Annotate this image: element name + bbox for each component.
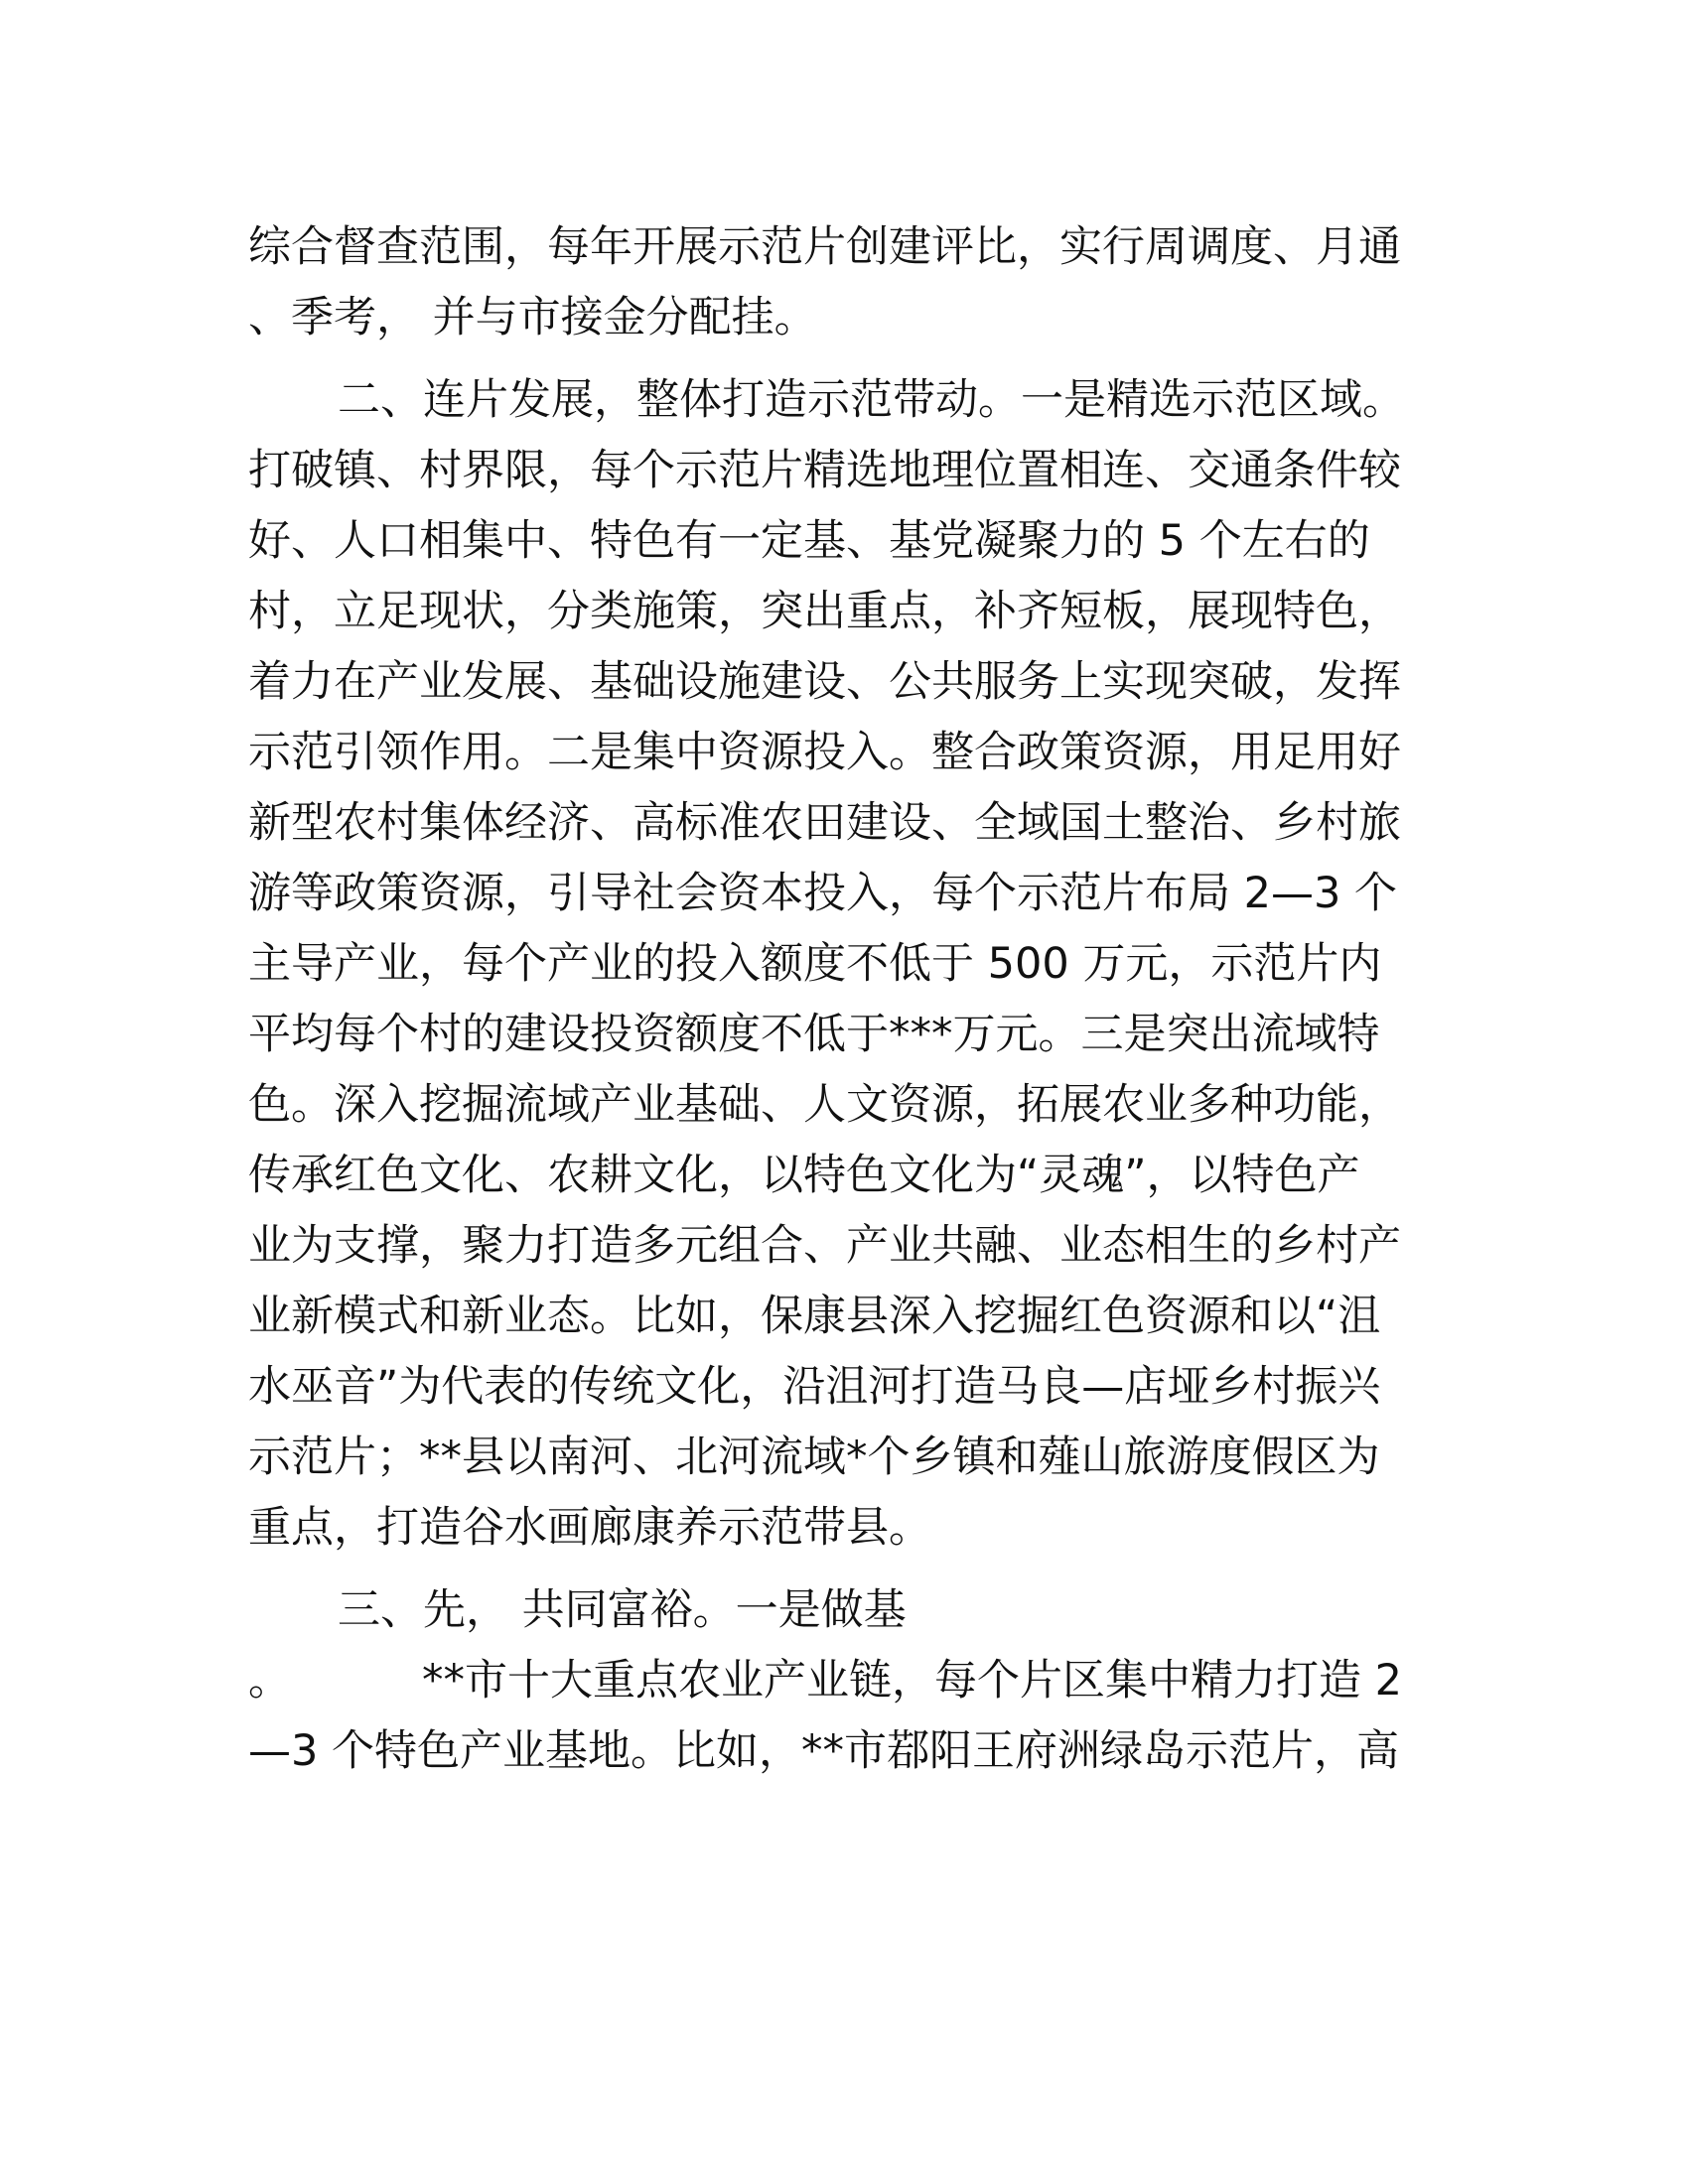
text-line: 打破镇、村界限，每个示范片精选地理位置相连、交通条件较: [248, 446, 1401, 495]
text-line: 着力在产业发展、基础设施建设、公共服务上实现突破，发挥: [248, 657, 1401, 707]
text-line: 传承红色文化、农耕文化，以特色文化为“灵魂”，以特色产: [248, 1151, 1360, 1200]
text-line: 主导产业，每个产业的投入额度不低于 500 万元，示范片内: [248, 939, 1382, 989]
text-line: 游等政策资源，引导社会资本投入，每个示范片布局 2—3 个: [248, 869, 1398, 918]
text-line: 示范引领作用。二是集中资源投入。整合政策资源，用足用好: [248, 728, 1401, 777]
text-line: 重点，打造谷水画廊康养示范带县。: [248, 1503, 931, 1553]
text-line: [248, 1651, 1450, 1710]
text-line: 、季考， 并与市接金分配挂。: [248, 293, 817, 342]
text-line: 新型农村集体经济、高标准农田建设、全域国土整治、乡村旅: [248, 798, 1401, 848]
text-fragment: **市十大重点农业产业链，每个片区集中精力打造 2: [422, 1656, 1403, 1706]
text-line: 业为支撑，聚力打造多元组合、产业共融、业态相生的乡村产: [248, 1221, 1401, 1271]
text-line: 平均每个村的建设投资额度不低于***万元。三是突出流域特: [248, 1010, 1380, 1059]
text-line: 好、人口相集中、特色有一定基、基党凝聚力的 5 个左右的: [248, 516, 1370, 566]
text-line: 业新模式和新业态。比如，保康县深入挖掘红色资源和以“沮: [248, 1292, 1381, 1341]
text-line: 示范片；**县以南河、北河流域*个乡镇和薤山旅游度假区为: [248, 1433, 1380, 1482]
text-line: 色。深入挖掘流域产业基础、人文资源，拓展农业多种功能，: [248, 1080, 1401, 1130]
paragraph-heading-line: 三、先， 共同富裕。一是做基: [338, 1585, 907, 1635]
text-line: 综合督查范围，每年开展示范片创建评比，实行周调度、月通: [248, 222, 1401, 272]
text-line: 村，立足现状，分类施策，突出重点，补齐短板，展现特色，: [248, 587, 1401, 636]
text-line: —3 个特色产业基地。比如，**市鄀阳王府洲绿岛示范片，高: [248, 1726, 1400, 1776]
paragraph-heading-line: 二、连片发展，整体打造示范带动。一是精选示范区域。: [338, 375, 1405, 425]
text-line: 水巫音”为代表的传统文化，沿沮河打造马良—店垭乡村振兴: [248, 1362, 1381, 1412]
text-fragment: 。: [248, 1656, 291, 1706]
